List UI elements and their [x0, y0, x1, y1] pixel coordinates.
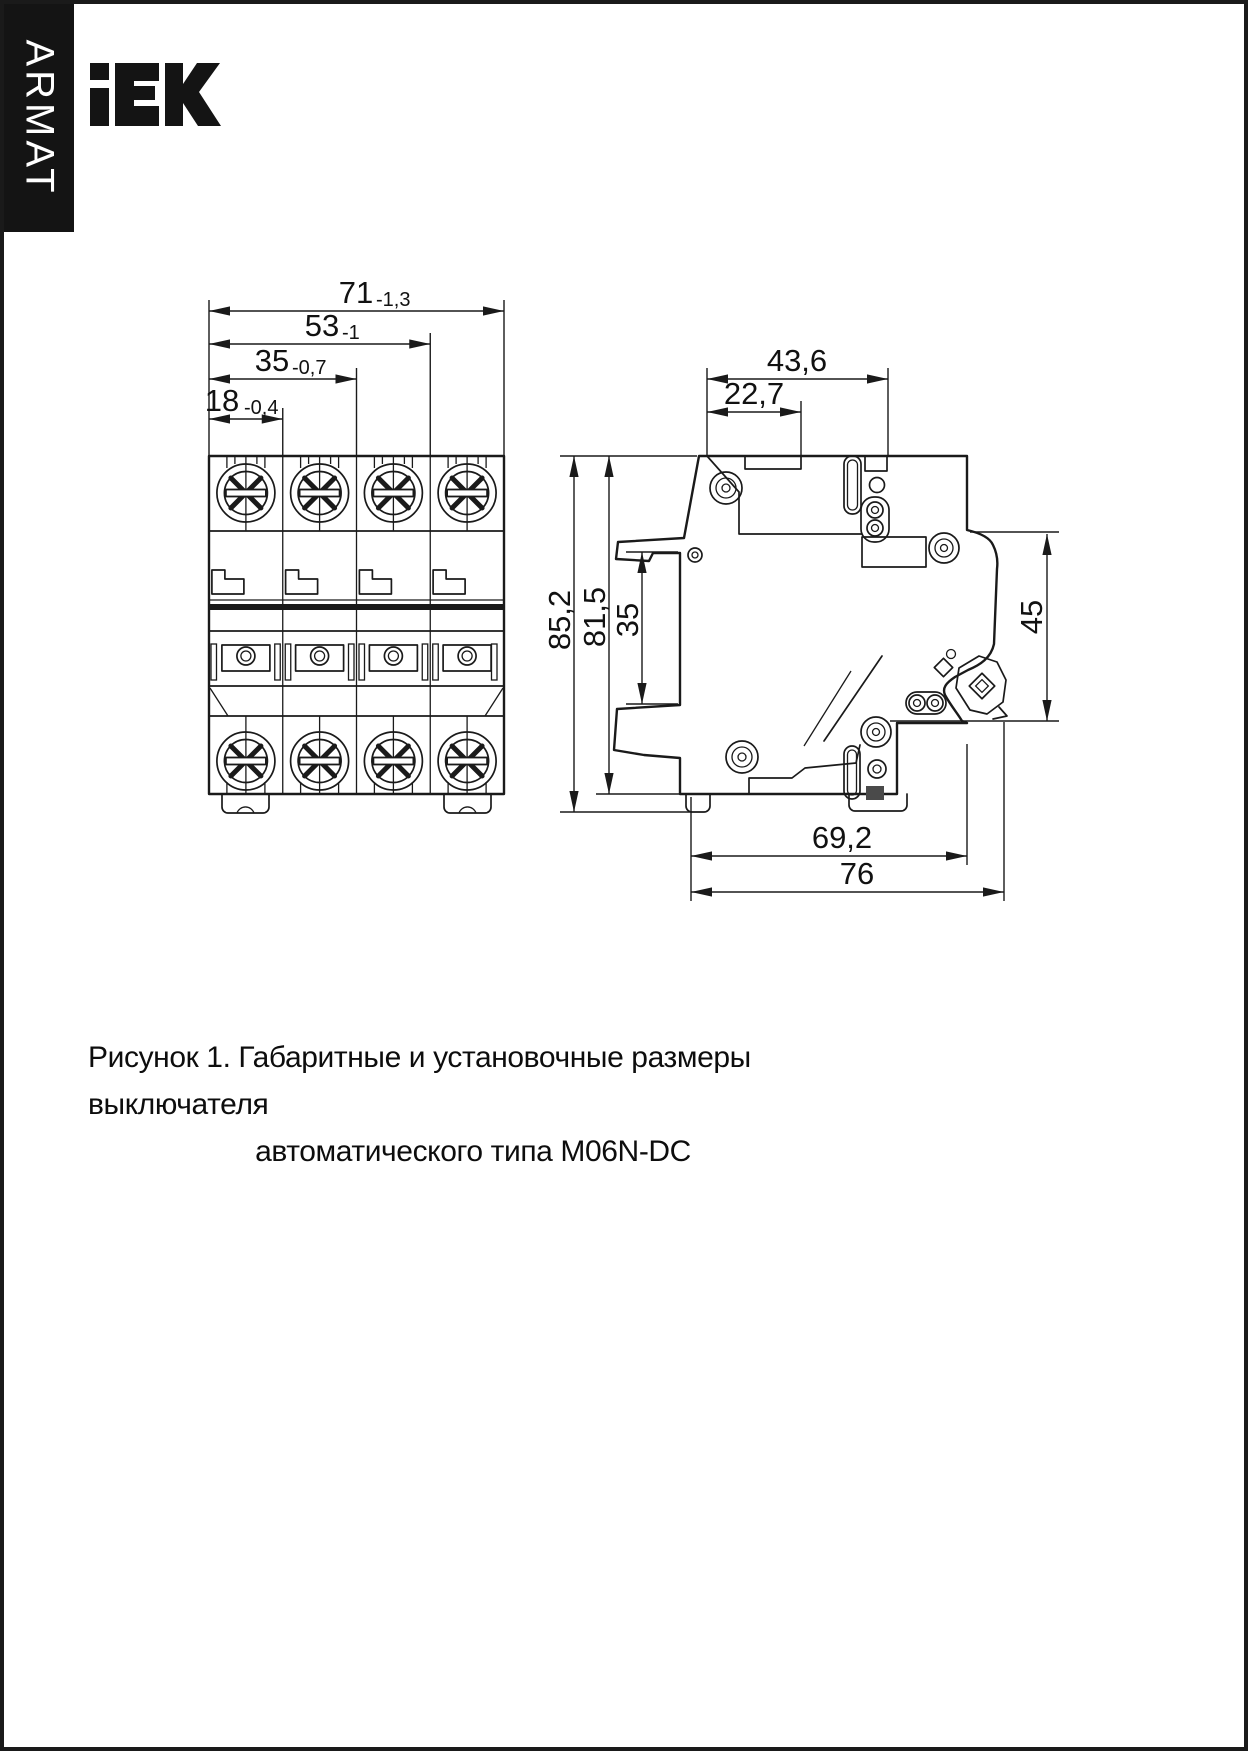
- dim-front-53: 53: [304, 308, 340, 343]
- figure-caption: [88, 1034, 858, 1175]
- dim-side-43-6: 43,6: [766, 343, 828, 378]
- dim-side-35: 35: [610, 602, 645, 638]
- dim-side-85-2: 85,2: [542, 589, 577, 651]
- window-row-slots: [211, 644, 497, 680]
- figure-caption-line2: автоматического типа М06N-DC: [255, 1135, 691, 1168]
- dim-front-35-tol: -0,7: [292, 357, 327, 379]
- dim-side-81-5: 81,5: [577, 586, 612, 648]
- front-view-dimensions: [205, 275, 504, 456]
- technical-drawing: [4, 4, 1248, 964]
- dim-side-45: 45: [1014, 599, 1049, 635]
- dim-front-71: 71: [338, 275, 374, 310]
- side-view-dimensions: [542, 343, 1059, 901]
- dim-side-22-7: 22,7: [723, 376, 785, 411]
- dim-front-18-tol: -0,4: [244, 397, 279, 419]
- brand-sidebar-label: ARMAT: [17, 39, 62, 197]
- dim-front-53-tol: -1: [342, 322, 360, 344]
- toggle-lever: [947, 650, 1008, 720]
- side-view: [614, 456, 1007, 812]
- rivets: [688, 472, 959, 773]
- dim-front-35: 35: [254, 343, 290, 378]
- front-view: [209, 456, 504, 813]
- dim-front-71-tol: -1,3: [376, 289, 411, 311]
- dim-side-69-2: 69,2: [811, 820, 873, 855]
- figure-caption-line1: Рисунок 1. Габаритные и установочные размеры выключателя: [88, 1041, 751, 1121]
- front-bottom-tabs: [222, 794, 491, 813]
- handle-tie-bar: [209, 604, 504, 610]
- dim-side-76: 76: [839, 856, 875, 891]
- dim-front-18: 18: [204, 383, 240, 418]
